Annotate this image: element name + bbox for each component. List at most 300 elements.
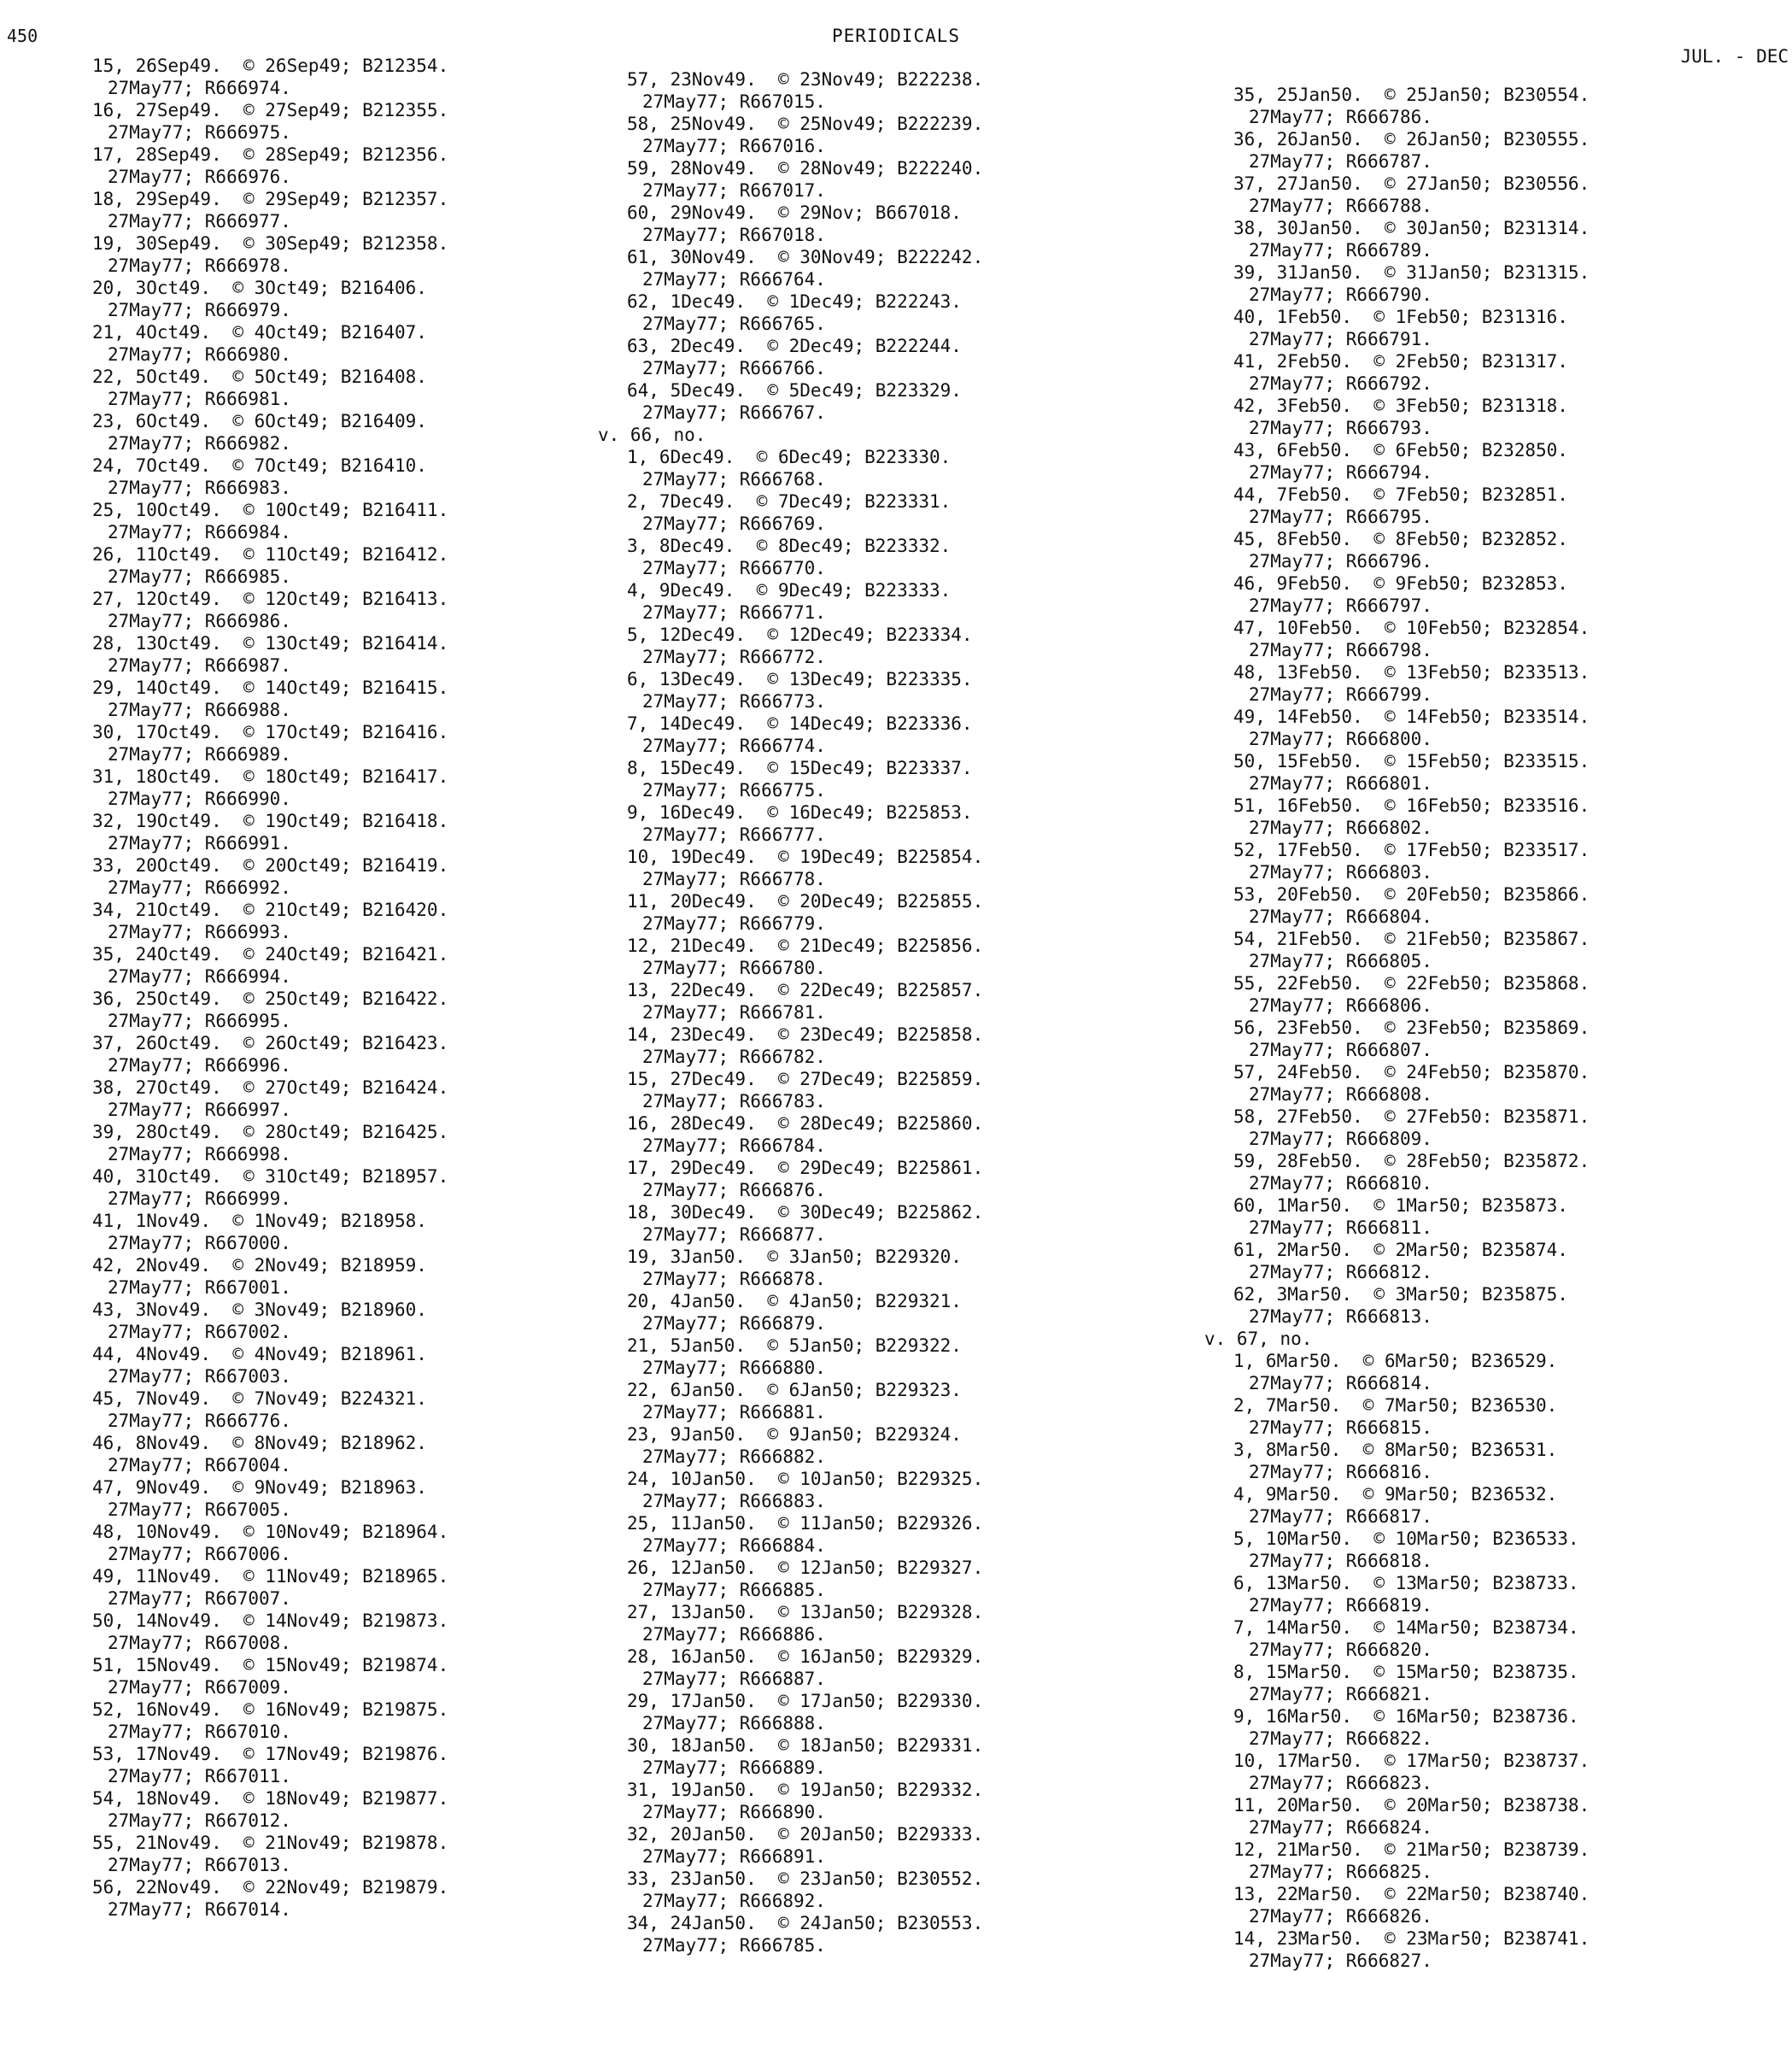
entry-renewal-line: 27May77; R667016. (642, 136, 826, 156)
registration-entry (92, 55, 448, 99)
entry-renewal-line: 27May77; R666826. (1249, 1906, 1432, 1927)
registration-entry (92, 1343, 448, 1387)
registration-entry (1233, 1017, 1590, 1061)
volume-heading: v. 66, no. (598, 425, 706, 445)
registration-entry (92, 321, 448, 366)
registration-entry (1233, 1616, 1590, 1661)
entry-issue-line: 64, 5Dec49. © 5Dec49; B223329. (627, 380, 962, 401)
entry-issue-line: 20, 4Jan50. © 4Jan50; B229321. (627, 1291, 962, 1311)
entry-renewal-line: 27May77; R666775. (642, 780, 826, 801)
registration-entry (627, 290, 983, 335)
entry-renewal-line: 27May77; R667018. (642, 225, 826, 245)
entry-renewal-line: 27May77; R666891. (642, 1846, 826, 1867)
entry-issue-line: 33, 23Jan50. © 23Jan50; B230552. (627, 1868, 984, 1889)
registration-entry (627, 579, 983, 624)
entry-issue-line: 34, 21Oct49. © 21Oct49; B216420. (92, 900, 449, 920)
entry-renewal-line: 27May77; R666790. (1249, 285, 1432, 305)
entry-renewal-line: 27May77; R666816. (1249, 1462, 1432, 1482)
entry-renewal-line: 27May77; R666984. (108, 522, 291, 543)
entry-renewal-line: 27May77; R666791. (1249, 329, 1432, 349)
entry-renewal-line: 27May77; R666821. (1249, 1684, 1432, 1704)
registration-entry (627, 1557, 983, 1601)
registration-entry (627, 68, 983, 113)
entry-renewal-line: 27May77; R667003. (108, 1366, 291, 1387)
entry-renewal-line: 27May77; R666794. (1249, 462, 1432, 483)
entry-issue-line: 29, 17Jan50. © 17Jan50; B229330. (627, 1691, 984, 1711)
entry-issue-line: 52, 17Feb50. © 17Feb50; B233517. (1233, 840, 1590, 860)
registration-entry (627, 624, 983, 668)
registration-entry (92, 766, 448, 810)
registration-entry (1233, 1927, 1590, 1972)
entry-issue-line: 19, 30Sep49. © 30Sep49; B212358. (92, 233, 449, 254)
entry-renewal-line: 27May77; R667009. (108, 1677, 291, 1698)
entry-renewal-line: 27May77; R666770. (642, 558, 826, 578)
registration-entry (1233, 617, 1590, 661)
entry-issue-line: 11, 20Mar50. © 20Mar50; B238738. (1233, 1795, 1590, 1816)
registration-entry (1233, 1283, 1590, 1328)
entry-issue-line: 27, 12Oct49. © 12Oct49; B216413. (92, 589, 449, 609)
entry-renewal-line: 27May77; R666992. (108, 877, 291, 898)
registration-entry (92, 99, 448, 144)
volume-heading: v. 67, no. (1204, 1329, 1313, 1349)
entry-issue-line: 26, 11Oct49. © 11Oct49; B216412. (92, 544, 449, 565)
registration-entry (627, 535, 983, 579)
entry-renewal-line: 27May77; R667017. (642, 180, 826, 201)
entry-renewal-line: 27May77; R666888. (642, 1713, 826, 1734)
entry-issue-line: 47, 10Feb50. © 10Feb50; B232854. (1233, 618, 1590, 638)
entry-issue-line: 47, 9Nov49. © 9Nov49; B218963. (92, 1477, 427, 1498)
registration-entry (627, 1690, 983, 1734)
registration-entry (627, 1779, 983, 1823)
entry-issue-line: 36, 25Oct49. © 25Oct49; B216422. (92, 989, 449, 1009)
registration-entry (1233, 572, 1590, 617)
entry-renewal-line: 27May77; R666797. (1249, 595, 1432, 616)
entry-issue-line: 25, 10Oct49. © 10Oct49; B216411. (92, 500, 449, 520)
entry-renewal-line: 27May77; R666805. (1249, 951, 1432, 971)
entry-issue-line: 50, 15Feb50. © 15Feb50; B233515. (1233, 751, 1590, 771)
registration-entry (92, 1299, 448, 1343)
registration-entry (1233, 1394, 1590, 1439)
entry-issue-line: 22, 6Jan50. © 6Jan50; B229323. (627, 1380, 962, 1400)
entry-issue-line: 6, 13Dec49. © 13Dec49; B223335. (627, 669, 973, 689)
registration-entry (92, 1210, 448, 1254)
entry-renewal-line: 27May77; R666975. (108, 122, 291, 143)
entry-issue-line: 7, 14Dec49. © 14Dec49; B223336. (627, 713, 973, 734)
registration-entry (1233, 217, 1590, 261)
entry-renewal-line: 27May77; R666813. (1249, 1306, 1432, 1327)
registration-entry (1233, 261, 1590, 306)
registration-entry (92, 188, 448, 232)
registration-entry (627, 668, 983, 713)
entry-issue-line: 21, 4Oct49. © 4Oct49; B216407. (92, 322, 427, 343)
entry-issue-line: 25, 11Jan50. © 11Jan50; B229326. (627, 1513, 984, 1534)
registration-entry (1233, 1106, 1590, 1150)
entry-renewal-line: 27May77; R666989. (108, 744, 291, 765)
entry-renewal-line: 27May77; R666801. (1249, 773, 1432, 794)
registration-entry (92, 1565, 448, 1610)
registration-entry (92, 988, 448, 1032)
entry-renewal-line: 27May77; R666764. (642, 269, 826, 290)
entry-renewal-line: 27May77; R666988. (108, 700, 291, 720)
registration-entry (92, 1387, 448, 1432)
entry-issue-line: 49, 14Feb50. © 14Feb50; B233514. (1233, 707, 1590, 727)
registration-entry (627, 1290, 983, 1335)
registration-entry (627, 1734, 983, 1779)
entry-renewal-line: 27May77; R666793. (1249, 418, 1432, 438)
registration-entry (92, 1610, 448, 1654)
entry-renewal-line: 27May77; R667000. (108, 1233, 291, 1253)
entry-issue-line: 4, 9Mar50. © 9Mar50; B236532. (1233, 1484, 1558, 1505)
registration-entry (627, 1646, 983, 1690)
registration-entry (92, 455, 448, 499)
entry-renewal-line: 27May77; R666982. (108, 433, 291, 454)
registration-entry (92, 1876, 448, 1921)
registration-entry (92, 410, 448, 455)
entry-issue-line: 9, 16Dec49. © 16Dec49; B225853. (627, 802, 973, 823)
entry-issue-line: 14, 23Mar50. © 23Mar50; B238741. (1233, 1928, 1590, 1949)
entry-renewal-line: 27May77; R666809. (1249, 1129, 1432, 1149)
registration-entry (92, 144, 448, 188)
entry-renewal-line: 27May77; R667006. (108, 1544, 291, 1564)
entry-issue-line: 41, 2Feb50. © 2Feb50; B231317. (1233, 351, 1568, 372)
registration-entry (1233, 1572, 1590, 1616)
entry-issue-line: 11, 20Dec49. © 20Dec49; B225855. (627, 891, 984, 912)
entry-renewal-line: 27May77; R666774. (642, 736, 826, 756)
entry-issue-line: 63, 2Dec49. © 2Dec49; B222244. (627, 336, 962, 356)
entry-issue-line: 37, 26Oct49. © 26Oct49; B216423. (92, 1033, 449, 1053)
registration-entry (92, 1521, 448, 1565)
registration-entry (1233, 706, 1590, 750)
entry-issue-line: 30, 18Jan50. © 18Jan50; B229331. (627, 1735, 984, 1756)
entry-issue-line: 58, 27Feb50. © 27Feb50: B235871. (1233, 1106, 1590, 1127)
date-range-label: JUL. - DEC (1680, 46, 1789, 67)
registration-entry (92, 810, 448, 854)
entry-renewal-line: 27May77; R666879. (642, 1313, 826, 1334)
entry-issue-line: 16, 28Dec49. © 28Dec49; B225860. (627, 1113, 984, 1134)
registration-entry (1233, 1661, 1590, 1705)
entry-issue-line: 51, 15Nov49. © 15Nov49; B219874. (92, 1655, 449, 1675)
entry-issue-line: 1, 6Dec49. © 6Dec49; B223330. (627, 447, 952, 467)
entry-issue-line: 4, 9Dec49. © 9Dec49; B223333. (627, 580, 952, 601)
registration-entry (1233, 350, 1590, 395)
entry-renewal-line: 27May77; R666991. (108, 833, 291, 854)
entry-renewal-line: 27May77; R666977. (108, 211, 291, 232)
entry-renewal-line: 27May77; R666979. (108, 300, 291, 320)
registration-entry (92, 1743, 448, 1787)
registration-entry (1233, 1839, 1590, 1883)
entry-renewal-line: 27May77; R666806. (1249, 995, 1432, 1016)
entry-issue-line: 24, 10Jan50. © 10Jan50; B229325. (627, 1469, 984, 1489)
entry-renewal-line: 27May77; R666824. (1249, 1817, 1432, 1838)
registration-entry (627, 1512, 983, 1557)
registration-entry (1233, 173, 1590, 217)
entry-issue-line: 56, 23Feb50. © 23Feb50; B235869. (1233, 1018, 1590, 1038)
entry-issue-line: 48, 10Nov49. © 10Nov49; B218964. (92, 1522, 449, 1542)
entry-renewal-line: 27May77; R666772. (642, 647, 826, 667)
registration-entry (627, 157, 983, 202)
registration-entry (1233, 484, 1590, 528)
page-title: PERIODICALS (831, 26, 961, 46)
entry-renewal-line: 27May77; R666885. (642, 1580, 826, 1600)
entry-issue-line: 23, 9Jan50. © 9Jan50; B229324. (627, 1424, 962, 1445)
entry-issue-line: 2, 7Dec49. © 7Dec49; B223331. (627, 491, 952, 512)
registration-entry (92, 1032, 448, 1076)
entry-renewal-line: 27May77; R666798. (1249, 640, 1432, 660)
registration-entry (92, 1476, 448, 1521)
entry-renewal-line: 27May77; R666804. (1249, 906, 1432, 927)
entry-renewal-line: 27May77; R666780. (642, 958, 826, 978)
entry-issue-line: 35, 24Oct49. © 24Oct49; B216421. (92, 944, 449, 965)
registration-entry (627, 246, 983, 290)
registration-entry (1233, 1150, 1590, 1194)
entry-issue-line: 51, 16Feb50. © 16Feb50; B233516. (1233, 795, 1590, 816)
entry-issue-line: 20, 3Oct49. © 3Oct49; B216406. (92, 278, 427, 298)
entry-renewal-line: 27May77; R666817. (1249, 1506, 1432, 1527)
entry-issue-line: 42, 2Nov49. © 2Nov49; B218959. (92, 1255, 427, 1276)
entry-renewal-line: 27May77; R666985. (108, 566, 291, 587)
registration-entry (92, 1254, 448, 1299)
entry-renewal-line: 27May77; R666881. (642, 1402, 826, 1423)
entry-issue-line: 34, 24Jan50. © 24Jan50; B230553. (627, 1913, 984, 1933)
entries-column-2 (598, 68, 984, 1956)
registration-entry (627, 1068, 983, 1112)
entry-renewal-line: 27May77; R666795. (1249, 507, 1432, 527)
entry-renewal-line: 27May77; R666784. (642, 1135, 826, 1156)
entry-renewal-line: 27May77; R667013. (108, 1855, 291, 1875)
registration-entry (627, 1335, 983, 1379)
registration-entry (1233, 883, 1590, 928)
entry-issue-line: 48, 13Feb50. © 13Feb50; B233513. (1233, 662, 1590, 683)
entry-renewal-line: 27May77; R667015. (642, 91, 826, 112)
entry-issue-line: 40, 1Feb50. © 1Feb50; B231316. (1233, 307, 1568, 327)
registration-entry (92, 854, 448, 899)
entry-issue-line: 17, 28Sep49. © 28Sep49; B212356. (92, 144, 449, 165)
entry-renewal-line: 27May77; R667004. (108, 1455, 291, 1475)
entry-renewal-line: 27May77; R666799. (1249, 684, 1432, 705)
registration-entry (1233, 1194, 1590, 1239)
entry-renewal-line: 27May77; R666767. (642, 402, 826, 423)
entry-issue-line: 38, 27Oct49. © 27Oct49; B216424. (92, 1077, 449, 1098)
entry-issue-line: 28, 13Oct49. © 13Oct49; B216414. (92, 633, 449, 654)
entry-issue-line: 50, 14Nov49. © 14Nov49; B219873. (92, 1610, 449, 1631)
registration-entry (92, 588, 448, 632)
entry-renewal-line: 27May77; R666819. (1249, 1595, 1432, 1616)
entry-issue-line: 44, 4Nov49. © 4Nov49; B218961. (92, 1344, 427, 1364)
entry-renewal-line: 27May77; R666808. (1249, 1084, 1432, 1105)
entry-issue-line: 55, 21Nov49. © 21Nov49; B219878. (92, 1833, 449, 1853)
entry-renewal-line: 27May77; R666983. (108, 478, 291, 498)
entry-issue-line: 30, 17Oct49. © 17Oct49; B216416. (92, 722, 449, 742)
registration-entry (92, 1698, 448, 1743)
registration-entry (627, 202, 983, 246)
entry-renewal-line: 27May77; R666768. (642, 469, 826, 490)
entry-renewal-line: 27May77; R666815. (1249, 1417, 1432, 1438)
entry-renewal-line: 27May77; R666880. (642, 1358, 826, 1378)
entry-renewal-line: 27May77; R666978. (108, 255, 291, 276)
entry-renewal-line: 27May77; R666776. (108, 1411, 291, 1431)
entry-issue-line: 16, 27Sep49. © 27Sep49; B212355. (92, 100, 449, 120)
entry-renewal-line: 27May77; R666766. (642, 358, 826, 378)
entry-issue-line: 21, 5Jan50. © 5Jan50; B229322. (627, 1335, 962, 1356)
entry-issue-line: 39, 28Oct49. © 28Oct49; B216425. (92, 1122, 449, 1142)
entry-renewal-line: 27May77; R666890. (642, 1802, 826, 1822)
registration-entry (92, 1832, 448, 1876)
entry-issue-line: 40, 31Oct49. © 31Oct49; B218957. (92, 1166, 449, 1187)
entry-renewal-line: 27May77; R666783. (642, 1091, 826, 1112)
registration-entry (92, 499, 448, 543)
entry-issue-line: 32, 20Jan50. © 20Jan50; B229333. (627, 1824, 984, 1845)
entry-issue-line: 36, 26Jan50. © 26Jan50; B230555. (1233, 129, 1590, 150)
entry-issue-line: 57, 24Feb50. © 24Feb50; B235870. (1233, 1062, 1590, 1082)
registration-entry (1233, 128, 1590, 173)
entry-renewal-line: 27May77; R666800. (1249, 729, 1432, 749)
registration-entry (92, 543, 448, 588)
registration-entry (627, 1601, 983, 1646)
entry-issue-line: 62, 1Dec49. © 1Dec49; B222243. (627, 291, 962, 312)
entry-renewal-line: 27May77; R666782. (642, 1047, 826, 1067)
entry-renewal-line: 27May77; R666996. (108, 1055, 291, 1076)
entry-issue-line: 54, 18Nov49. © 18Nov49; B219877. (92, 1788, 449, 1809)
entry-renewal-line: 27May77; R666994. (108, 966, 291, 987)
entry-issue-line: 18, 29Sep49. © 29Sep49; B212357. (92, 189, 449, 209)
registration-entry (1233, 1883, 1590, 1927)
entry-issue-line: 12, 21Dec49. © 21Dec49; B225856. (627, 936, 984, 956)
entry-renewal-line: 27May77; R666789. (1249, 240, 1432, 261)
entry-renewal-line: 27May77; R666974. (108, 78, 291, 98)
registration-entry (1233, 1439, 1590, 1483)
registration-entry (1233, 928, 1590, 972)
entry-issue-line: 39, 31Jan50. © 31Jan50; B231315. (1233, 262, 1590, 283)
entry-issue-line: 59, 28Nov49. © 28Nov49; B222240. (627, 158, 984, 179)
registration-entry (92, 1787, 448, 1832)
entry-renewal-line: 27May77; R666796. (1249, 551, 1432, 572)
entry-issue-line: 42, 3Feb50. © 3Feb50; B231318. (1233, 396, 1568, 416)
entry-issue-line: 61, 2Mar50. © 2Mar50; B235874. (1233, 1240, 1568, 1260)
entry-renewal-line: 27May77; R667001. (108, 1277, 291, 1298)
entry-renewal-line: 27May77; R666827. (1249, 1951, 1432, 1971)
entry-renewal-line: 27May77; R666814. (1249, 1373, 1432, 1393)
entry-issue-line: 45, 7Nov49. © 7Nov49; B224321. (92, 1388, 427, 1409)
registration-entry (92, 1121, 448, 1165)
registration-entry (92, 943, 448, 988)
entry-issue-line: 31, 18Oct49. © 18Oct49; B216417. (92, 766, 449, 787)
entry-issue-line: 55, 22Feb50. © 22Feb50; B235868. (1233, 973, 1590, 994)
registration-entry (1233, 750, 1590, 795)
entry-issue-line: 8, 15Dec49. © 15Dec49; B223337. (627, 758, 973, 778)
registration-entry (627, 490, 983, 535)
entry-issue-line: 59, 28Feb50. © 28Feb50; B235872. (1233, 1151, 1590, 1171)
entry-issue-line: 7, 14Mar50. © 14Mar50; B238734. (1233, 1617, 1579, 1638)
entry-renewal-line: 27May77; R666889. (642, 1757, 826, 1778)
entry-issue-line: 6, 13Mar50. © 13Mar50; B238733. (1233, 1573, 1579, 1593)
entry-renewal-line: 27May77; R667002. (108, 1322, 291, 1342)
registration-entry (92, 1076, 448, 1121)
registration-entry (1233, 1705, 1590, 1750)
registration-entry (92, 1432, 448, 1476)
registration-entry (1233, 84, 1590, 128)
entry-renewal-line: 27May77; R666995. (108, 1011, 291, 1031)
entry-renewal-line: 27May77; R666997. (108, 1100, 291, 1120)
entry-renewal-line: 27May77; R666802. (1249, 818, 1432, 838)
registration-entry (627, 1201, 983, 1246)
registration-entry (627, 935, 983, 979)
registration-entry (627, 1823, 983, 1868)
entry-issue-line: 27, 13Jan50. © 13Jan50; B229328. (627, 1602, 984, 1622)
entry-issue-line: 41, 1Nov49. © 1Nov49; B218958. (92, 1211, 427, 1231)
entry-renewal-line: 27May77; R666788. (1249, 196, 1432, 216)
entry-issue-line: 18, 30Dec49. © 30Dec49; B225862. (627, 1202, 984, 1223)
entry-issue-line: 28, 16Jan50. © 16Jan50; B229329. (627, 1646, 984, 1667)
entry-renewal-line: 27May77; R666812. (1249, 1262, 1432, 1282)
registration-entry (627, 801, 983, 846)
entry-issue-line: 22, 5Oct49. © 5Oct49; B216408. (92, 367, 427, 387)
entry-issue-line: 38, 30Jan50. © 30Jan50; B231314. (1233, 218, 1590, 238)
registration-entry (1233, 839, 1590, 883)
registration-entry (1233, 1239, 1590, 1283)
registration-entry (92, 232, 448, 277)
entry-issue-line: 8, 15Mar50. © 15Mar50; B238735. (1233, 1662, 1579, 1682)
entry-issue-line: 43, 3Nov49. © 3Nov49; B218960. (92, 1299, 427, 1320)
entry-renewal-line: 27May77; R666882. (642, 1446, 826, 1467)
registration-entry (627, 113, 983, 157)
registration-entry (627, 1157, 983, 1201)
entry-issue-line: 44, 7Feb50. © 7Feb50; B232851. (1233, 484, 1568, 505)
entry-issue-line: 35, 25Jan50. © 25Jan50; B230554. (1233, 85, 1590, 105)
entry-renewal-line: 27May77; R666781. (642, 1002, 826, 1023)
entry-renewal-line: 27May77; R666976. (108, 167, 291, 187)
registration-entry (627, 757, 983, 801)
registration-entry (627, 713, 983, 757)
entry-renewal-line: 27May77; R667010. (108, 1722, 291, 1742)
registration-entry (627, 979, 983, 1024)
entry-renewal-line: 27May77; R666883. (642, 1491, 826, 1511)
entry-renewal-line: 27May77; R666778. (642, 869, 826, 889)
registration-entry (627, 446, 983, 490)
entry-issue-line: 3, 8Mar50. © 8Mar50; B236531. (1233, 1440, 1558, 1460)
entry-renewal-line: 27May77; R666777. (642, 824, 826, 845)
entry-issue-line: 37, 27Jan50. © 27Jan50; B230556. (1233, 173, 1590, 194)
entry-renewal-line: 27May77; R666998. (108, 1144, 291, 1164)
registration-entry (92, 677, 448, 721)
entry-issue-line: 58, 25Nov49. © 25Nov49; B222239. (627, 114, 984, 134)
registration-entry (1233, 972, 1590, 1017)
entry-renewal-line: 27May77; R666769. (642, 513, 826, 534)
registration-entry (92, 721, 448, 766)
entry-renewal-line: 27May77; R666818. (1249, 1551, 1432, 1571)
registration-entry (627, 1468, 983, 1512)
entry-issue-line: 57, 23Nov49. © 23Nov49; B222238. (627, 69, 984, 90)
entry-renewal-line: 27May77; R666787. (1249, 151, 1432, 172)
entry-renewal-line: 27May77; R666773. (642, 691, 826, 712)
entry-issue-line: 46, 9Feb50. © 9Feb50; B232853. (1233, 573, 1568, 594)
registration-entry (1233, 1528, 1590, 1572)
entry-renewal-line: 27May77; R666980. (108, 344, 291, 365)
entry-renewal-line: 27May77; R666886. (642, 1624, 826, 1645)
entry-issue-line: 15, 27Dec49. © 27Dec49; B225859. (627, 1069, 984, 1089)
entry-issue-line: 24, 7Oct49. © 7Oct49; B216410. (92, 455, 427, 476)
entry-renewal-line: 27May77; R666987. (108, 655, 291, 676)
registration-entry (1233, 795, 1590, 839)
entry-renewal-line: 27May77; R666993. (108, 922, 291, 942)
page-number: 450 (7, 26, 38, 46)
entry-renewal-line: 27May77; R667012. (108, 1810, 291, 1831)
entry-renewal-line: 27May77; R666825. (1249, 1862, 1432, 1882)
entry-issue-line: 60, 1Mar50. © 1Mar50; B235873. (1233, 1195, 1568, 1216)
registration-entry (627, 379, 983, 424)
entry-issue-line: 12, 21Mar50. © 21Mar50; B238739. (1233, 1839, 1590, 1860)
entry-issue-line: 26, 12Jan50. © 12Jan50; B229327. (627, 1558, 984, 1578)
registration-entry (92, 632, 448, 677)
